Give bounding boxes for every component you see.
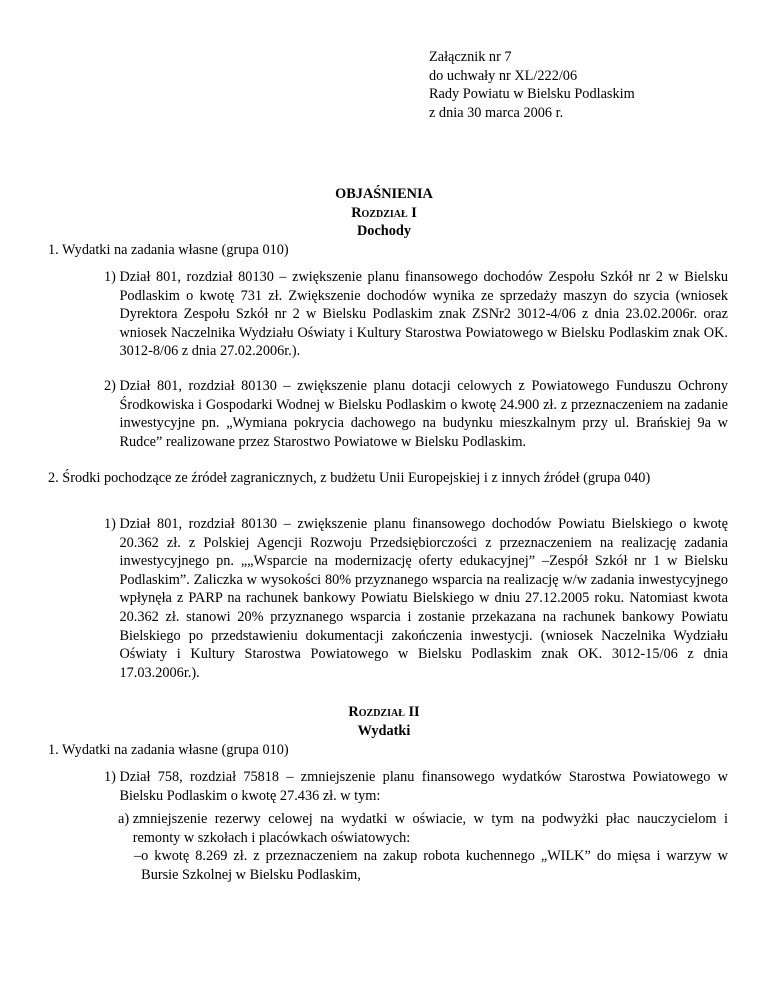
item-number: 1) [104,769,120,785]
document-title: OBJAŚNIENIA [335,186,433,202]
chapter-2-dash-item-1 [134,847,728,884]
chapter-2-subitem-a [118,810,728,847]
resolution-date: z dnia 30 marca 2006 r. [429,104,564,121]
attachment-header [429,48,749,122]
group-title: Wydatki na zadania własne (grupa 010) [62,742,289,758]
item-text: Dział 801, rozdział 80130 – zwiększenie planu finansowego dochodów Zespołu Szkół nr 2 w Bielsku Podlaskim o kwotę 731 zł. Zwiększenie dochodów wynika ze sprzedaży maszyn do szycia (wniosek Dyrektora Zespołu Szkół nr 2 w Bielsku Podlaskim znak ZSNr2 3012-4/06 z dnia 23.02.2006r. oraz wniosek Naczelnika Wydziału Oświaty i Kultury Starostwa Powiatowego w Bielsku Podlaskim znak OK. 3012-8/06 z dnia 27.02.2006r.). [119,269,728,360]
chapter-1-label: Rozdział I [351,205,417,221]
item-number: 2) [104,378,120,394]
dash-item-text: o kwotę 8.269 zł. z przeznaczeniem na zakup robota kuchennego „WILK” do mięsa i warzyw w Bursie Szkolnej w Bielsku Podlaskim, [141,848,728,883]
chapter-1-group-2 [48,469,728,488]
group-number: 2. [48,470,63,486]
item-number: 1) [104,269,120,285]
attachment-number: Załącznik nr 7 [429,49,512,65]
group-number: 1. [48,742,63,758]
chapter-2-heading: Wydatki [357,723,411,739]
council-name: Rady Powiatu w Bielsku Podlaskim [429,86,635,103]
chapter-1-group-1 [48,241,728,260]
item-number: 1) [104,516,120,532]
item-text: Dział 801, rozdział 80130 – zwiększenie planu dotacji celowych z Powiatowego Funduszu Ochrony Środkowiska i Gospodarki Wodnej w Bielsku Podlaskim o kwotę 24.900 zł. z przeznaczeniem na zadanie inwestycyjne pn. „Wymiana pokrycia dachowego na budynku mieszkalnym przy ul. Brańskiej 9a w Rudce” realizowane przez Starostwo Powiatowe w Bielsku Podlaskim. [119,378,728,450]
dash-marker: – [134,848,142,864]
item-text: Dział 758, rozdział 75818 – zmniejszenie planu finansowego wydatków Starostwa Powiatowego w Bielsku Podlaskim o kwotę 27.436 zł. w tym: [119,769,728,804]
chapter-1-item-1 [104,268,728,361]
chapter-2-group-1 [48,741,728,760]
group-title: Środki pochodzące ze źródeł zagranicznych, z budżetu Unii Europejskiej i z innych źródeł (grupa 040) [62,470,651,486]
resolution-number: do uchwały nr XL/222/06 [429,67,578,84]
group-number: 1. [48,242,63,258]
chapter-2-label: Rozdział II [348,704,420,720]
chapter-2-item-1 [104,768,728,805]
group-title: Wydatki na zadania własne (grupa 010) [62,242,289,258]
subitem-letter: a) [118,811,133,827]
chapter-1-heading: Dochody [356,223,412,239]
item-text: Dział 801, rozdział 80130 – zwiększenie planu finansowego dochodów Powiatu Bielskiego o kwotę 20.362 zł. z Polskiej Agencji Rozwoju Przedsiębiorczości z przeznaczeniem na realizację zadania inwestycyjnego pn. „„Wsparcie na modernizację oferty edukacyjnej” –Zespół Szkół nr 1 w Bielsku Podlaskim”. Zaliczka w wysokości 80% przyznanego wsparcia na realizację w/w zadania inwestycyjnego wpłynęła z PARP na rachunek bankowy Powiatu Bielskiego w dniu 27.12.2005 roku. Natomiast kwota 20.362 zł. stanowi 20% przyznanego wsparcia i zostanie przekazana na rachunek bankowy Powiatu Bielskiego po przedstawieniu dokumentacji zakończenia inwestycji. (wniosek Naczelnika Wydziału Oświaty i Kultury Starostwa Powiatowego w Bielsku Podlaskim znak OK. 3012-15/06 z dnia 17.03.2006r.). [119,516,728,681]
subitem-text: zmniejszenie rezerwy celowej na wydatki w oświacie, w tym na podwyżki płac nauczycielom i remonty w szkołach i placówkach oświatowych: [132,811,728,846]
chapter-1-group-2-item-1 [104,515,728,682]
chapter-1-item-2 [104,377,728,451]
